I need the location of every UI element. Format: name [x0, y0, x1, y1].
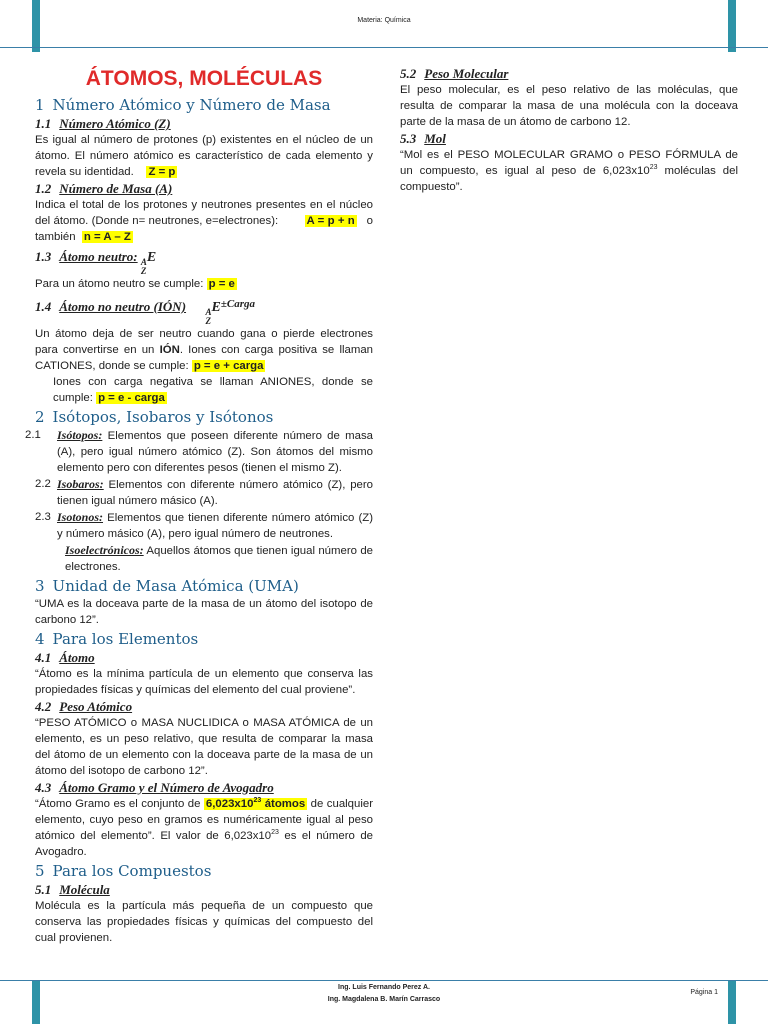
section-5-3-heading: 5.3 Mol: [400, 131, 446, 146]
page-number: Página 1: [690, 989, 718, 996]
section-1-2-heading: 1.2 Número de Masa (A): [35, 181, 173, 196]
section-5-heading: 5 Para los Compuestos: [35, 862, 212, 880]
formula-z: Z = p: [148, 166, 176, 178]
list-item-isotopos: 2.1 Isótopos: Elementos que poseen diferente número de masa (A), pero igual número atómico (Z). Son átomos del mismo elemento pero con diferentes pesos (tienen el mismo Z).: [25, 428, 373, 474]
formula-p-e: p = e: [208, 278, 235, 290]
page-title: ÁTOMOS, MOLÉCULAS: [85, 67, 323, 90]
right-column: [400, 65, 738, 195]
decor-bar-top-left: [32, 0, 40, 52]
nuclide-symbol-neutral: A Z E: [140, 250, 157, 276]
footer-author-1: Ing. Luis Fernando Perez A.: [338, 984, 430, 991]
left-column: [25, 65, 374, 946]
section-1-2-text: Indica el total de los protones y neutrones presentes en el núcleo del átomo. (Donde n= neutrones, e=electrones): A = p + n o también n = A – Z: [35, 199, 373, 243]
section-1-4-anion-text: Iones con carga negativa se llaman ANIONES, donde se cumple: p = e - carga: [53, 376, 373, 404]
section-5-2-text: El peso molecular, es el peso relativo de las moléculas, que resulta de comparar la masa de una molécula con la doceava parte de la masa de un átomo de carbono 12.: [400, 84, 738, 128]
formula-n: n = A – Z: [83, 231, 131, 243]
header-divider: [0, 47, 768, 48]
formula-anion: p = e - carga: [98, 392, 165, 404]
avogadro-highlight: $6,023x10^{23}$ átomos: [205, 797, 306, 810]
section-1-4-heading: 1.4 Átomo no neutro (IÓN) A Z $E^{\pm Carga}$: [35, 298, 256, 326]
formula-a: A = p + n: [306, 215, 355, 227]
section-5-1-heading: 5.1 Molécula: [35, 882, 110, 897]
section-4-3-heading: 4.3 Átomo Gramo y el Número de Avogadro: [35, 780, 274, 795]
section-5-2-heading: 5.2 Peso Molecular: [400, 66, 509, 81]
formula-cation: p = e + carga: [193, 360, 264, 372]
section-1-1-heading: 1.1 Número Atómico (Z): [35, 116, 171, 131]
section-4-2-heading: 4.2 Peso Atómico: [35, 699, 133, 714]
footer-divider: [0, 980, 768, 981]
footer-authors: [0, 982, 768, 1006]
section-1-3-heading: 1.3 Átomo neutro: A Z E: [35, 249, 157, 276]
footer-author-2: Ing. Magdalena B. Marín Carrasco: [327, 996, 441, 1003]
section-4-heading: 4 Para los Elementos: [35, 630, 199, 648]
page-header: Materia: Química: [357, 17, 411, 24]
section-2-heading: 2 Isótopos, Isobaros y Isótonos: [35, 408, 274, 426]
section-1-3-text: Para un átomo neutro se cumple: p = e: [35, 278, 235, 290]
section-3-heading: 3 Unidad de Masa Atómica (UMA): [35, 577, 299, 595]
list-item-isotonos: 2.3 Isotonos: Elementos que tienen diferente número atómico (Z) y número másico (A), pero igual número de neutrones.: [35, 510, 373, 540]
list-item-isoelectronicos: Isoelectrónicos: Aquellos átomos que tienen igual número de electrones.: [65, 543, 373, 573]
section-3-text: “UMA es la doceava parte de la masa de un átomo del isotopo de carbono 12”.: [35, 598, 373, 626]
section-1-4-text: Un átomo deja de ser neutro cuando gana o pierde electrones para convertirse en un IÓN. Iones con carga positiva se llaman CATIONES, donde se cumple: p = e + carga: [35, 328, 374, 372]
section-4-2-text: “PESO ATÓMICO o MASA NUCLIDICA o MASA ATÓMICA de un elemento, es un peso relativo, que resulta de comparar la masa del átomo de un elemento con la doceava parte de la masa de un átomo del isotopo de carbono 12”.: [35, 717, 373, 777]
nuclide-symbol-ion: A Z $E^{\pm Carga}$: [205, 298, 256, 326]
section-4-1-heading: 4.1 Átomo: [35, 650, 95, 665]
section-1-1-text: Es igual al número de protones (p) existentes en el núcleo de un átomo. El número atómico es característico de cada elemento y revela su identidad. Z = p: [35, 134, 373, 178]
section-4-3-text: “Átomo Gramo es el conjunto de $6,023x10^{23}$ átomos de cualquier elemento, cuyo peso en gramos es numéricamente igual al peso atómico del elemento”. El valor de $6,023x10^{23}$ es el número de Avogadro.: [35, 797, 374, 858]
section-5-1-text: Molécula es la partícula más pequeña de un compuesto que conserva las propiedades físicas y químicas del compuesto del cual provienen.: [35, 900, 373, 944]
section-5-3-text: “Mol es el PESO MOLECULAR GRAMO o PESO FÓRMULA de un compuesto, es igual al peso de $6,023x10^{23}$ moléculas del compuesto”.: [400, 149, 738, 193]
decor-bar-top-right: [728, 0, 736, 52]
section-1-heading: 1 Número Atómico y Número de Masa: [35, 96, 331, 114]
section-4-1-text: “Átomo es la mínima partícula de un elemento que conserva las propiedades físicas y químicas del elemento del cual proviene”.: [35, 668, 373, 696]
list-item-isobaros: 2.2 Isobaros: Elementos con diferente número atómico (Z), pero tienen igual número másico (A).: [35, 477, 373, 507]
